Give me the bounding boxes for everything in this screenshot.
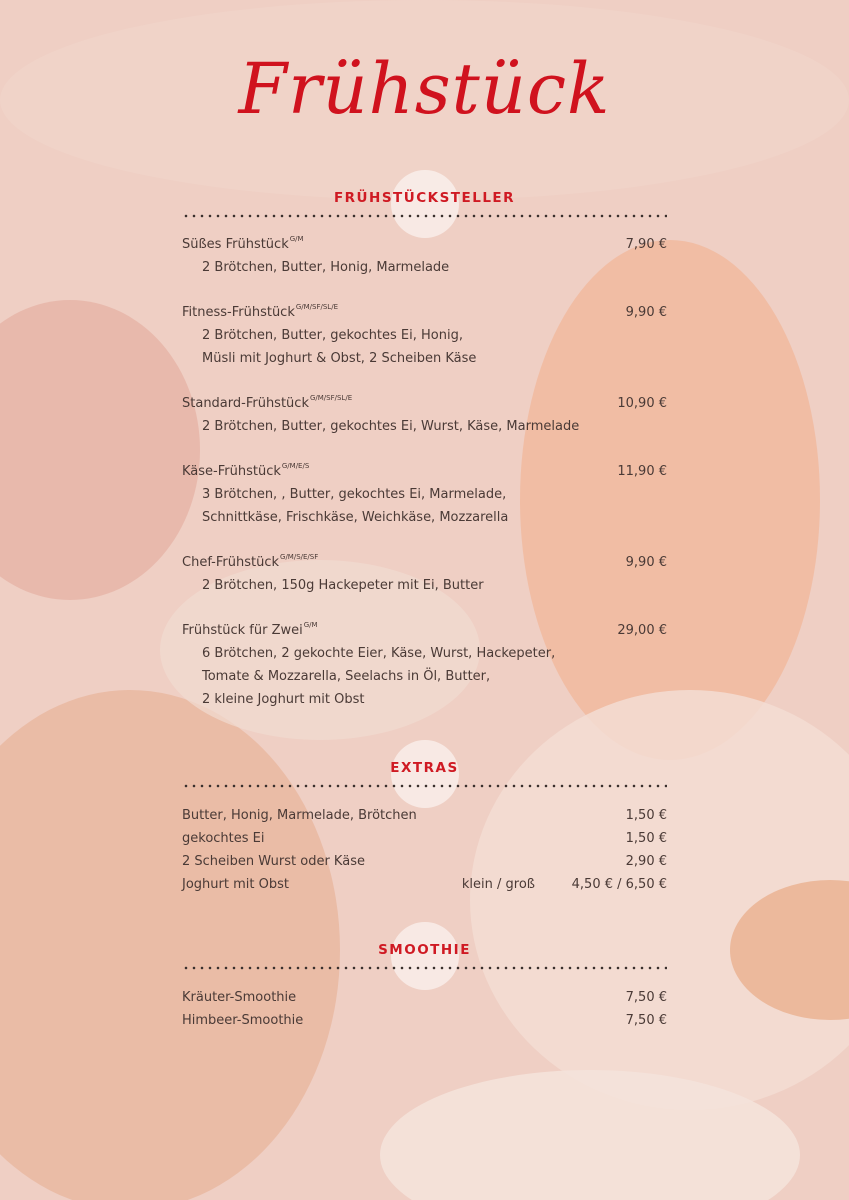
item-description: 2 Brötchen, Butter, Honig, Marmelade: [202, 260, 450, 275]
item-name: Käse-Frühstück$^{G/M/E/S}$: [182, 462, 310, 479]
extras-list: [182, 804, 667, 896]
item-description: 2 Brötchen, Butter, gekochtes Ei, Honig, Müsli mit Joghurt & Obst, 2 Scheiben Käse: [202, 328, 477, 366]
page-title: Frühstück: [238, 48, 611, 130]
item-price: 9,90 €: [625, 555, 667, 570]
menu-item: [182, 392, 667, 438]
item-description: 2 Brötchen, Butter, gekochtes Ei, Wurst, Käse, Marmelade: [202, 419, 580, 434]
list-item: 2 Scheiben Wurst oder Käse 2,90 €: [182, 854, 667, 869]
item-name: Frühstück für Zwei$^{G/M}$: [182, 621, 318, 638]
allergen-codes: G/M/SF/SL/E: [309, 394, 353, 402]
dotted-divider: [182, 966, 667, 970]
section-title: SMOOTHIE: [378, 942, 471, 958]
section-header: [182, 760, 667, 798]
smoothie-list: [182, 986, 667, 1032]
list-item: Himbeer-Smoothie 7,50 €: [182, 1013, 667, 1028]
menu-item: [182, 460, 667, 529]
section-fruehstuecksteller: [182, 190, 667, 711]
allergen-codes: G/M: [303, 621, 318, 629]
item-name: Süßes Frühstück$^{G/M}$: [182, 235, 304, 252]
section-title: FRÜHSTÜCKSTELLER: [333, 190, 516, 206]
allergen-codes: G/M/SF/SL/E: [295, 303, 338, 311]
section-smoothie: [182, 942, 667, 1032]
item-price: 9,90 €: [625, 305, 667, 320]
allergen-codes: G/M/E/S: [281, 462, 310, 470]
list-item: gekochtes Ei 1,50 €: [182, 831, 667, 846]
item-price: 29,00 €: [617, 623, 667, 638]
dotted-divider: [182, 214, 667, 218]
section-extras: [182, 760, 667, 896]
menu-item: [182, 301, 667, 370]
allergen-codes: G/M/S/E/SF: [280, 553, 319, 561]
item-price: 10,90 €: [617, 396, 667, 411]
item-description: 3 Brötchen, , Butter, gekochtes Ei, Marmelade, Schnittkäse, Frischkäse, Weichkäse, Mozzarella: [202, 487, 509, 525]
menu-item: [182, 619, 667, 711]
menu-item: [182, 233, 667, 279]
dotted-divider: [182, 784, 667, 788]
item-name: Standard-Frühstück$^{G/M/SF/SL/E}$: [182, 394, 353, 411]
list-item: Butter, Honig, Marmelade, Brötchen 1,50 €: [182, 808, 667, 823]
item-price: 7,90 €: [625, 237, 667, 252]
allergen-codes: G/M: [289, 235, 304, 243]
menu-item: [182, 551, 667, 597]
item-name: Fitness-Frühstück$^{G/M/SF/SL/E}$: [182, 303, 338, 320]
item-description: 2 Brötchen, 150g Hackepeter mit Ei, Butter: [202, 578, 484, 593]
list-item: Joghurt mit Obst klein / groß 4,50 € / 6,50 €: [182, 877, 667, 892]
item-name: Chef-Frühstück$^{G/M/S/E/SF}$: [182, 553, 319, 570]
item-description: 6 Brötchen, 2 gekochte Eier, Käse, Wurst, Hackepeter, Tomate & Mozzarella, Seelachs in Öl, Butter, 2 kleine Joghurt mit Obst: [202, 646, 556, 707]
section-header: [182, 190, 667, 228]
item-price: 11,90 €: [617, 464, 667, 479]
section-header: [182, 942, 667, 980]
list-item: Kräuter-Smoothie 7,50 €: [182, 990, 667, 1005]
section-title: EXTRAS: [390, 760, 459, 776]
